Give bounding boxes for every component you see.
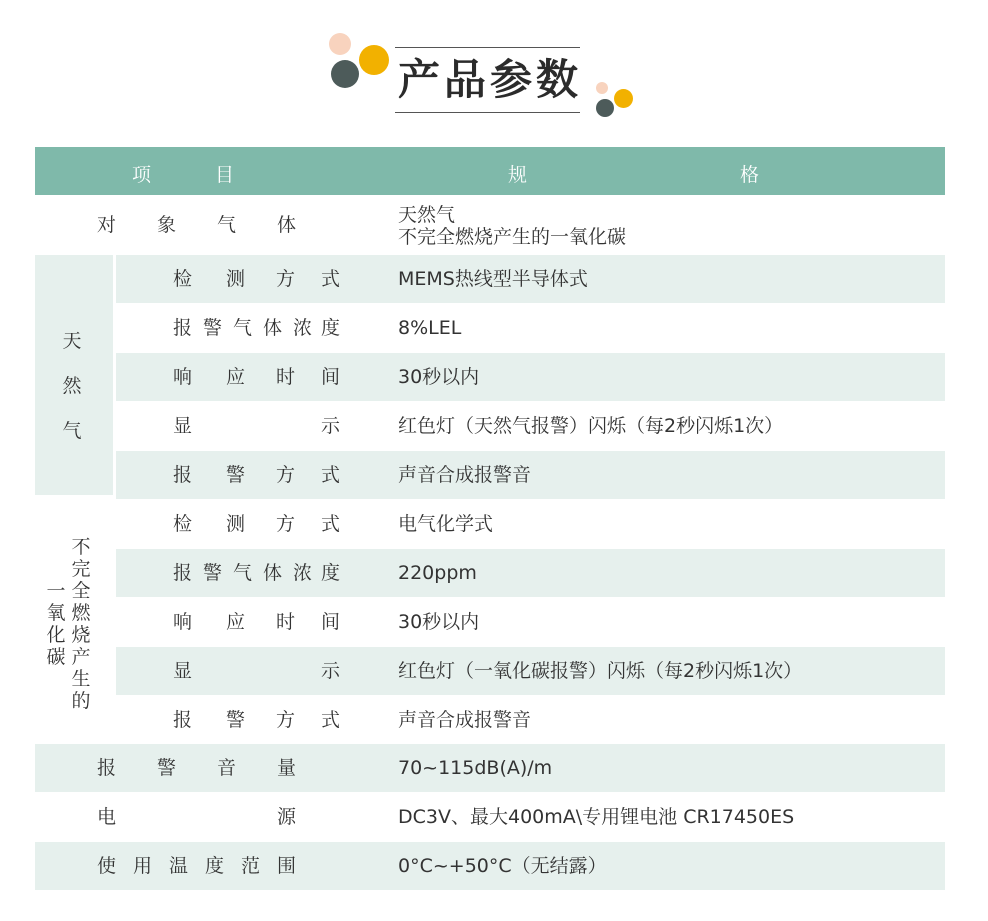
table-row <box>116 598 945 646</box>
header-bottom-line <box>395 112 580 113</box>
peach-dot-decoration <box>329 33 351 55</box>
group-char: 完 <box>71 558 91 580</box>
co-label-col1 <box>70 536 92 712</box>
table-row <box>116 647 945 695</box>
group-char: 碳 <box>46 646 66 668</box>
row-value: 0°C~+50°C（无结露） <box>398 855 607 877</box>
group-char: 氧 <box>46 602 66 624</box>
label-char: 体 <box>277 214 297 236</box>
group-char: 产 <box>71 646 91 668</box>
group-char: 的 <box>71 690 91 712</box>
row-label <box>35 793 395 841</box>
row-label <box>116 255 396 303</box>
label-char: 显 <box>173 415 193 437</box>
row-label <box>116 304 396 352</box>
row-value <box>398 204 626 252</box>
label-char: 使 <box>97 855 117 877</box>
group-char: 一 <box>46 580 66 602</box>
label-char: 测 <box>226 268 246 290</box>
header-item-char: 目 <box>215 164 235 186</box>
row-value: 8%LEL <box>398 317 462 339</box>
table-row <box>116 696 945 744</box>
label-char: 式 <box>321 268 341 290</box>
row-value: DC3V、最大400mA\专用锂电池 CR17450ES <box>398 806 795 828</box>
orange-dot-small-decoration <box>614 89 633 108</box>
label-char: 警 <box>226 464 246 486</box>
group-char: 天 <box>62 330 82 352</box>
row-value: 30秒以内 <box>398 366 480 388</box>
table-row <box>116 353 945 401</box>
label-char: 气 <box>233 562 253 584</box>
label-char: 报 <box>173 709 193 731</box>
label-char: 气 <box>233 317 253 339</box>
table-header-row <box>35 147 945 195</box>
label-char: 示 <box>321 660 341 682</box>
peach-dot-small-decoration <box>596 82 608 94</box>
table-row-target-gas <box>35 196 945 255</box>
row-value: 红色灯（天然气报警）闪烁（每2秒闪烁1次） <box>398 415 784 437</box>
table-row <box>116 451 945 499</box>
label-char: 方 <box>276 268 296 290</box>
row-label <box>35 842 395 890</box>
group-char: 然 <box>62 375 82 397</box>
label-char: 时 <box>276 611 296 633</box>
label-char: 气 <box>217 214 237 236</box>
label-char: 温 <box>169 855 189 877</box>
row-value: 70~115dB(A)/m <box>398 757 553 779</box>
label-char: 检 <box>173 513 193 535</box>
product-parameters-table <box>35 147 945 890</box>
label-char: 警 <box>226 709 246 731</box>
co-label-col2 <box>45 580 67 668</box>
label-char: 量 <box>277 757 297 779</box>
header-spec-char: 格 <box>740 164 760 186</box>
natural-gas-group-label <box>35 255 113 495</box>
label-char: 应 <box>226 366 246 388</box>
row-value: 声音合成报警音 <box>398 709 532 731</box>
value-line: 不完全燃烧产生的一氧化碳 <box>398 226 627 248</box>
row-label <box>116 647 396 695</box>
page-title: 产品参数 <box>398 55 583 104</box>
row-value: 电气化学式 <box>398 513 494 535</box>
label-char: 式 <box>321 513 341 535</box>
row-label <box>116 696 396 744</box>
label-char: 浓 <box>293 317 313 339</box>
label-char: 度 <box>321 562 341 584</box>
label-char: 报 <box>97 757 117 779</box>
label-char: 式 <box>321 464 341 486</box>
label-char: 报 <box>173 562 193 584</box>
table-row-alarm-volume <box>35 744 945 792</box>
row-value: 220ppm <box>398 562 477 584</box>
group-char: 气 <box>62 420 82 442</box>
carbon-monoxide-group-label <box>35 500 113 743</box>
label-char: 响 <box>173 611 193 633</box>
table-row <box>116 549 945 597</box>
table-row <box>116 402 945 450</box>
label-char: 时 <box>276 366 296 388</box>
table-row <box>116 304 945 352</box>
header-top-line <box>395 47 580 48</box>
label-char: 围 <box>277 855 297 877</box>
row-label <box>116 500 396 548</box>
label-char: 方 <box>276 464 296 486</box>
label-char: 警 <box>203 317 223 339</box>
row-label <box>35 196 395 255</box>
value-line: 天然气 <box>398 204 456 226</box>
row-value: MEMS热线型半导体式 <box>398 268 588 290</box>
label-char: 源 <box>277 806 297 828</box>
header-item-char: 项 <box>132 164 152 186</box>
label-char: 浓 <box>293 562 313 584</box>
row-label <box>116 402 396 450</box>
group-char: 化 <box>46 624 66 646</box>
label-char: 间 <box>321 611 341 633</box>
label-char: 范 <box>241 855 261 877</box>
table-row <box>116 255 945 303</box>
row-label <box>35 744 395 792</box>
label-char: 度 <box>321 317 341 339</box>
group-char: 生 <box>71 668 91 690</box>
row-value: 声音合成报警音 <box>398 464 532 486</box>
label-char: 报 <box>173 464 193 486</box>
dark-dot-small-decoration <box>596 99 614 117</box>
label-char: 显 <box>173 660 193 682</box>
label-char: 测 <box>226 513 246 535</box>
row-label <box>116 549 396 597</box>
label-char: 方 <box>276 513 296 535</box>
group-char: 全 <box>71 580 91 602</box>
row-label <box>116 353 396 401</box>
label-char: 示 <box>321 415 341 437</box>
group-char: 不 <box>71 536 91 558</box>
label-char: 用 <box>133 855 153 877</box>
label-char: 警 <box>203 562 223 584</box>
label-char: 象 <box>157 214 177 236</box>
label-char: 音 <box>217 757 237 779</box>
header-spec-char: 规 <box>508 164 528 186</box>
label-char: 电 <box>97 806 117 828</box>
table-row-power <box>35 793 945 841</box>
label-char: 应 <box>226 611 246 633</box>
label-char: 方 <box>276 709 296 731</box>
label-char: 警 <box>157 757 177 779</box>
label-char: 响 <box>173 366 193 388</box>
group-char: 烧 <box>71 624 91 646</box>
label-char: 体 <box>263 317 283 339</box>
label-char: 式 <box>321 709 341 731</box>
row-value: 30秒以内 <box>398 611 480 633</box>
label-char: 报 <box>173 317 193 339</box>
table-row-operating-temperature <box>35 842 945 890</box>
row-label <box>116 451 396 499</box>
dark-dot-decoration <box>331 60 359 88</box>
table-row <box>116 500 945 548</box>
group-char: 燃 <box>71 602 91 624</box>
section-header <box>0 0 988 140</box>
label-char: 体 <box>263 562 283 584</box>
orange-dot-decoration <box>359 45 389 75</box>
row-value: 红色灯（一氧化碳报警）闪烁（每2秒闪烁1次） <box>398 660 803 682</box>
row-label <box>116 598 396 646</box>
label-char: 对 <box>97 214 117 236</box>
label-char: 度 <box>205 855 225 877</box>
label-char: 检 <box>173 268 193 290</box>
label-char: 间 <box>321 366 341 388</box>
